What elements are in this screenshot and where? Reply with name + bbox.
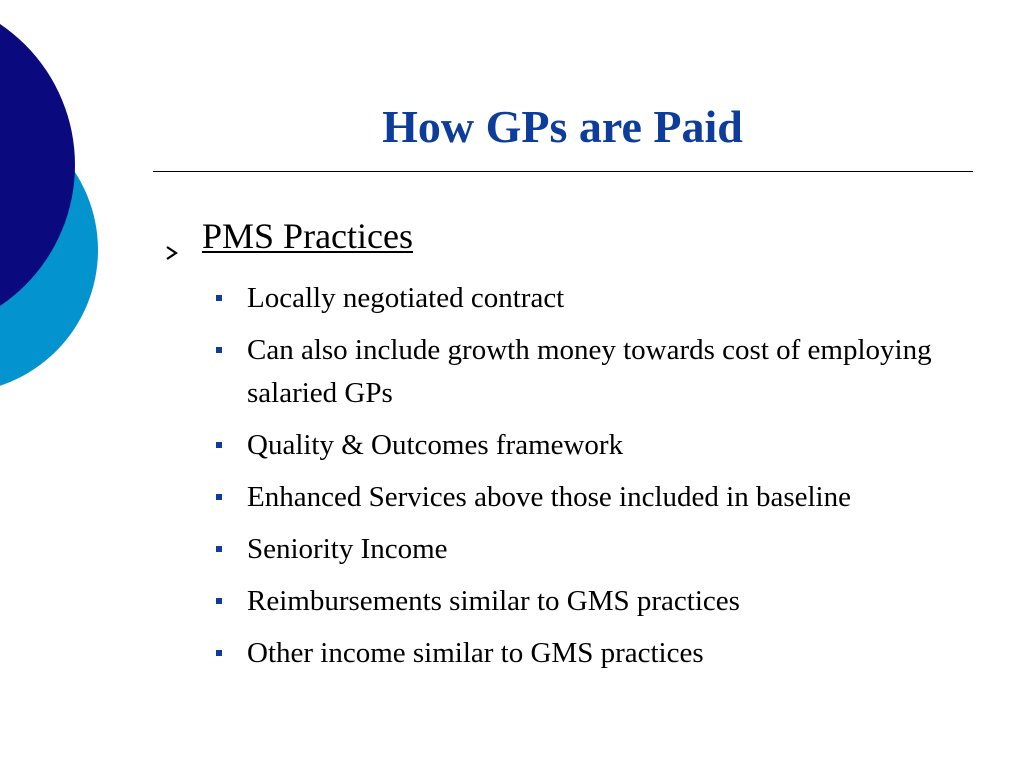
sub-bullet [213,528,965,571]
sub-bullet-text: Enhanced Services above those included in baseline [247,481,851,513]
square-bullet-icon [213,329,247,372]
main-bullet-text: PMS Practices [202,216,413,256]
sub-bullet [213,476,965,519]
sub-bullet-text: Quality & Outcomes framework [247,429,624,461]
title-divider [153,171,973,172]
decorative-circles [0,0,110,410]
sub-bullet [213,580,965,623]
square-bullet-icon [213,580,247,623]
square-bullet-icon [213,528,247,571]
square-bullet-icon [213,476,247,519]
slide-content [165,214,965,684]
square-bullet-icon [213,632,247,675]
square-bullet-icon [213,277,247,320]
sub-bullet-text: Seniority Income [247,533,448,565]
main-bullet [165,214,965,271]
sub-bullet [213,329,965,415]
sub-bullet [213,632,965,675]
sub-bullet-text: Can also include growth money towards cost of employing salaried GPs [247,334,932,409]
chevron-right-icon [165,214,202,271]
sub-bullet-list [165,277,965,675]
sub-bullet-text: Other income similar to GMS practices [247,637,704,669]
sub-bullet-text: Reimbursements similar to GMS practices [247,585,740,617]
sub-bullet [213,424,965,467]
sub-bullet-text: Locally negotiated contract [247,282,565,314]
sub-bullet [213,277,965,320]
square-bullet-icon [213,424,247,467]
slide-title: How GPs are Paid [382,101,743,152]
